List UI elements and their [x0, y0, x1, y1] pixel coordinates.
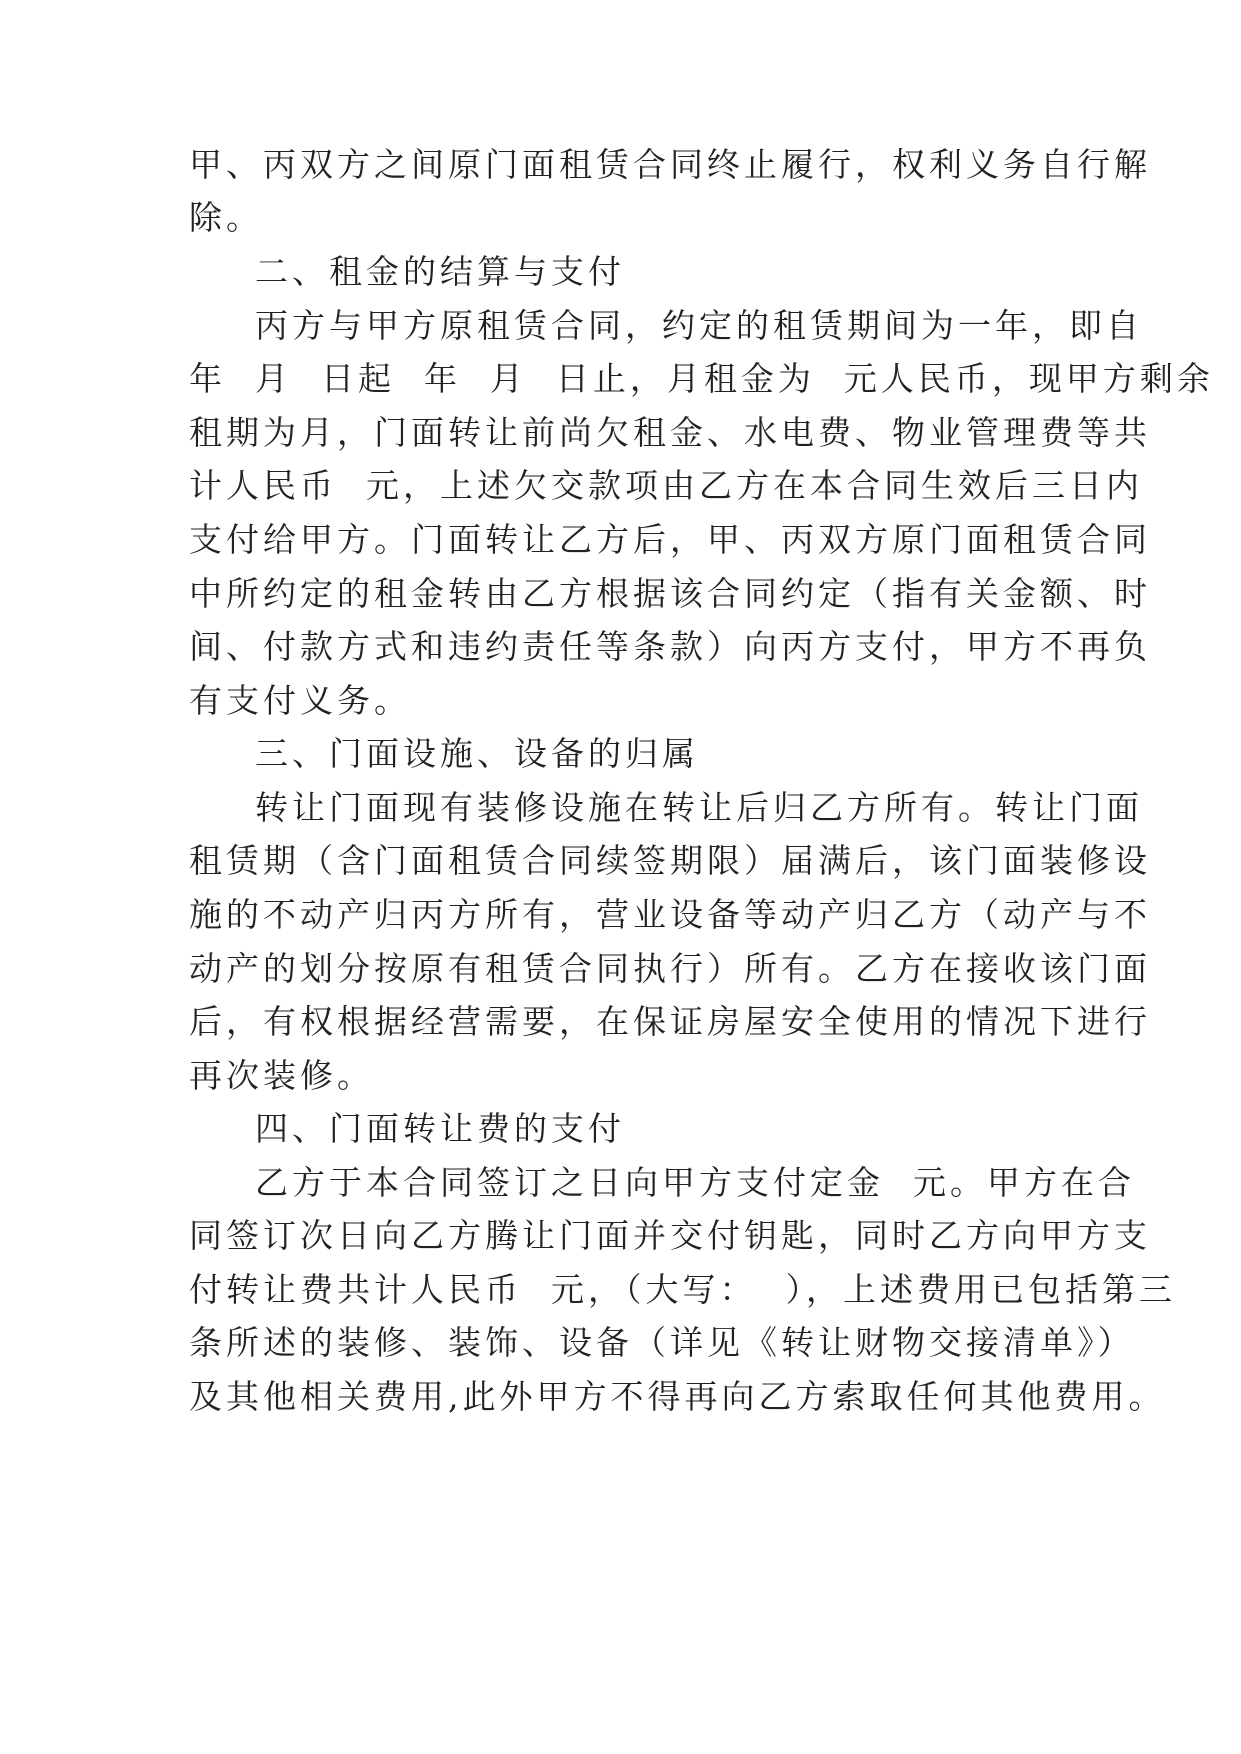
paragraph-2-line-6: 中所约定的租金转由乙方根据该合同约定（指有关金额、时: [189, 574, 1151, 613]
paragraph-3-line-4: 动产的划分按原有租赁合同执行）所有。乙方在接收该门面: [189, 949, 1151, 988]
paragraph-4-line-5: 及其他相关费用,此外甲方不得再向乙方索取任何其他费用。: [189, 1377, 1166, 1416]
section-heading-transfer-fee: 四、门面转让费的支付: [255, 1109, 625, 1148]
paragraph-4-line-1: 乙方于本合同签订之日向甲方支付定金 元。甲方在合: [255, 1163, 1135, 1202]
paragraph-3-line-3: 施的不动产归丙方所有，营业设备等动产归乙方（动产与不: [189, 895, 1151, 934]
section-heading-facilities: 三、门面设施、设备的归属: [255, 734, 699, 773]
paragraph-2-line-8: 有支付义务。: [189, 681, 411, 720]
paragraph-2-line-2: 年 月 日起 年 月 日止，月租金为 元人民币，现甲方剩余: [189, 359, 1214, 398]
section-heading-rent: 二、租金的结算与支付: [255, 252, 625, 291]
paragraph-4-line-2: 同签订次日向乙方腾让门面并交付钥匙，同时乙方向甲方支: [189, 1216, 1151, 1255]
paragraph-3-line-5: 后，有权根据经营需要，在保证房屋安全使用的情况下进行: [189, 1002, 1151, 1041]
paragraph-1-line-1: 甲、丙双方之间原门面租赁合同终止履行，权利义务自行解: [189, 145, 1151, 184]
paragraph-2-line-5: 支付给甲方。门面转让乙方后，甲、丙双方原门面租赁合同: [189, 520, 1151, 559]
paragraph-2-line-4: 计人民币 元，上述欠交款项由乙方在本合同生效后三日内: [189, 466, 1143, 505]
paragraph-4-line-3: 付转让费共计人民币 元，（大写： ），上述费用已包括第三: [189, 1270, 1176, 1309]
paragraph-3-line-6: 再次装修。: [189, 1056, 374, 1095]
paragraph-2-line-1: 丙方与甲方原租赁合同，约定的租赁期间为一年，即自: [255, 306, 1143, 345]
paragraph-1-line-2: 除。: [189, 198, 263, 237]
paragraph-3-line-1: 转让门面现有装修设施在转让后归乙方所有。转让门面: [255, 788, 1143, 827]
paragraph-2-line-3: 租期为月，门面转让前尚欠租金、水电费、物业管理费等共: [189, 413, 1151, 452]
paragraph-2-line-7: 间、付款方式和违约责任等条款）向丙方支付，甲方不再负: [189, 627, 1151, 666]
paragraph-4-line-4: 条所述的装修、装饰、设备（详见《转让财物交接清单》）: [189, 1323, 1135, 1362]
paragraph-3-line-2: 租赁期（含门面租赁合同续签期限）届满后，该门面装修设: [189, 841, 1151, 880]
